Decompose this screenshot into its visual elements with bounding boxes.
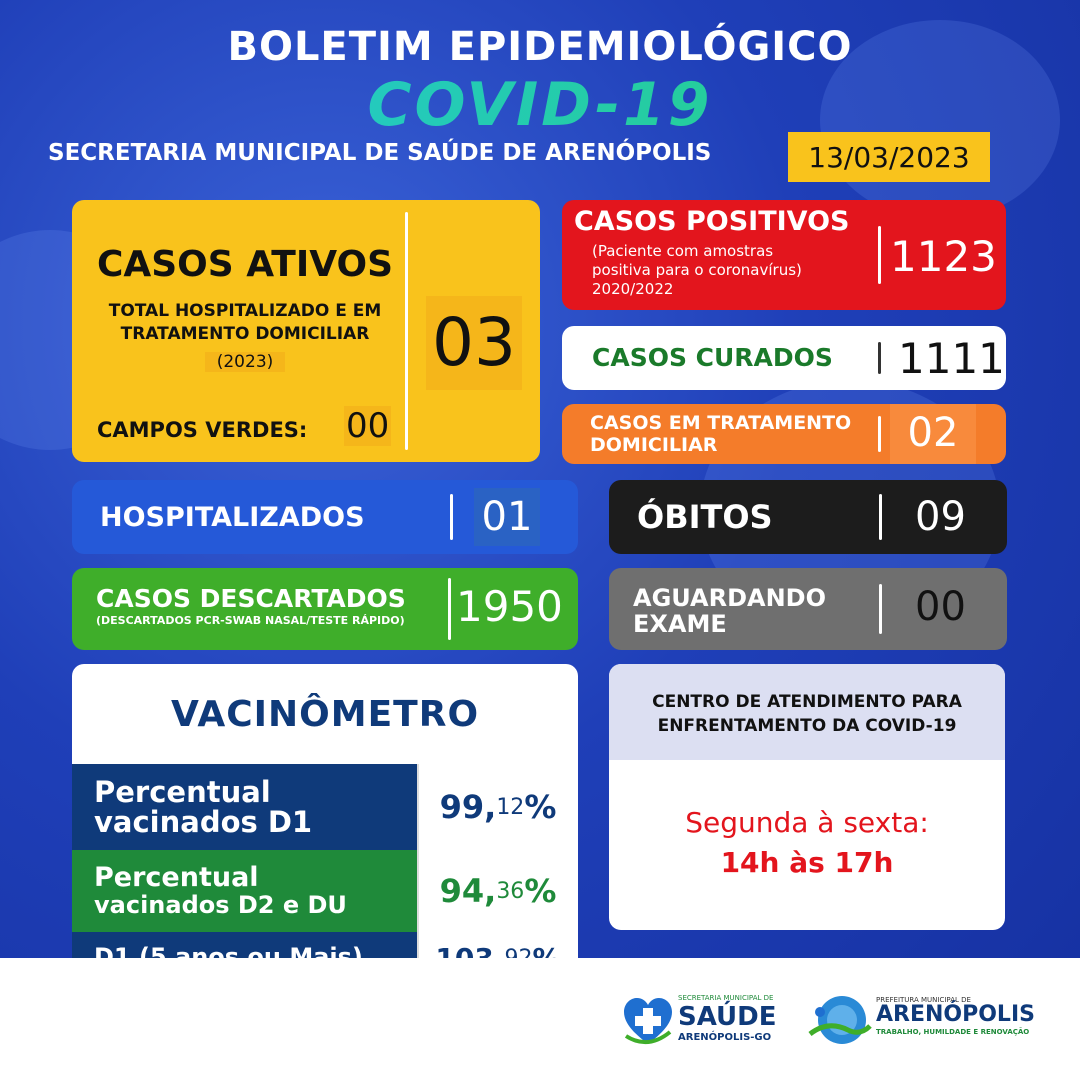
casos-positivos-desc-3: 2020/2022 [592,280,674,298]
casos-descartados-label: CASOS DESCARTADOS [96,584,406,613]
secretaria-label: SECRETARIA MUNICIPAL DE SAÚDE DE ARENÓPOLIS [48,140,712,166]
hospitalizados-value: 01 [474,488,540,546]
hospitalizados-label: HOSPITALIZADOS [100,502,365,533]
vacinometro-row-d1 [72,764,577,850]
date-badge: 13/03/2023 [788,132,990,182]
saude-logo-city: ARENÓPOLIS-GO [678,1032,772,1043]
casos-positivos-value: 1123 [890,232,997,281]
casos-ativos-desc: TOTAL HOSPITALIZADO E EM TRATAMENTO DOMICILIAR [108,301,382,344]
casos-positivos-desc-1: (Paciente com amostras [592,242,774,260]
casos-descartados-value: 1950 [456,582,563,631]
saude-logo-main: SAÚDE [678,1002,777,1032]
vacinometro-row-value [417,764,577,850]
page-subtitle: COVID-19 [0,70,1080,140]
casos-ativos-value: 03 [426,296,522,390]
casos-tratamento-label-2: DOMICILIAR [590,434,718,456]
divider [448,578,451,640]
vacinometro-row-label-1: Percentual [94,774,271,809]
prefeitura-logo-slogan: TRABALHO, HUMILDADE E RENOVAÇÃO [876,1028,1030,1036]
value-dec: 12 [496,794,525,820]
vacinometro-row-label-2: vacinados D1 [94,805,313,839]
centro-title-1: CENTRO DE ATENDIMENTO PARA [652,692,962,712]
value-int: 94, [439,872,497,910]
value-int: 99, [439,788,497,826]
casos-tratamento-card [562,404,1006,464]
saude-logo [622,992,792,1052]
casos-tratamento-value: 02 [890,404,976,464]
divider [878,342,881,374]
casos-ativos-title: CASOS ATIVOS [96,244,394,285]
centro-hours: 14h às 17h [720,846,894,879]
aguardando-exame-label-1: AGUARDANDO [633,584,826,612]
vacinometro-row-label-2: vacinados D2 e DU [94,890,347,919]
divider [878,226,881,284]
casos-ativos-card [72,200,540,462]
casos-descartados-desc: (DESCARTADOS PCR-SWAB NASAL/TESTE RÁPIDO) [96,614,405,627]
divider [879,584,882,634]
vacinometro-title: VACINÔMETRO [170,694,480,735]
vacinometro-row-label-1: Percentual [94,862,259,894]
obitos-label: ÓBITOS [637,498,773,536]
prefeitura-logo [808,990,1048,1052]
divider [450,494,453,540]
value-pct: % [524,788,557,826]
prefeitura-emblem-icon [808,990,872,1050]
value-dec: 36 [496,878,525,904]
casos-descartados-card [72,568,578,650]
casos-curados-card [562,326,1006,390]
casos-curados-value: 1111 [898,334,1005,383]
saude-cross-icon [622,996,674,1048]
casos-ativos-year: (2023) [205,352,285,372]
obitos-card [609,480,1007,554]
vacinometro-row-label [72,764,417,850]
vacinometro-row-value [417,850,577,932]
obitos-value: 09 [915,494,966,540]
campos-verdes-label: CAMPOS VERDES: [97,418,308,442]
aguardando-exame-label-2: EXAME [633,610,727,638]
casos-positivos-desc-2: positiva para o coronavírus) [592,261,802,279]
saude-logo-top: SECRETARIA MUNICIPAL DE [678,994,774,1002]
prefeitura-logo-top: PREFEITURA MUNICIPAL DE [876,996,971,1004]
aguardando-exame-value: 00 [915,584,966,630]
casos-tratamento-label-1: CASOS EM TRATAMENTO [590,412,852,434]
divider [878,416,881,452]
page-title: BOLETIM EPIDEMIOLÓGICO [227,24,853,70]
casos-positivos-card [562,200,1006,310]
aguardando-exame-card [609,568,1007,650]
centro-title-2: ENFRENTAMENTO DA COVID-19 [657,716,957,736]
centro-atendimento-card [609,664,1005,930]
divider [879,494,882,540]
prefeitura-logo-main: ARENÓPOLIS [876,1002,1035,1027]
casos-positivos-title: CASOS POSITIVOS [574,206,850,237]
centro-header [609,664,1005,760]
campos-verdes-value: 00 [346,406,390,446]
vacinometro-row-d2 [72,850,577,932]
divider [405,212,408,450]
value-pct: % [524,872,557,910]
centro-days: Segunda à sexta: [685,806,929,839]
casos-curados-label: CASOS CURADOS [592,343,833,372]
vacinometro-row-label [72,850,417,932]
hospitalizados-card [72,480,578,554]
